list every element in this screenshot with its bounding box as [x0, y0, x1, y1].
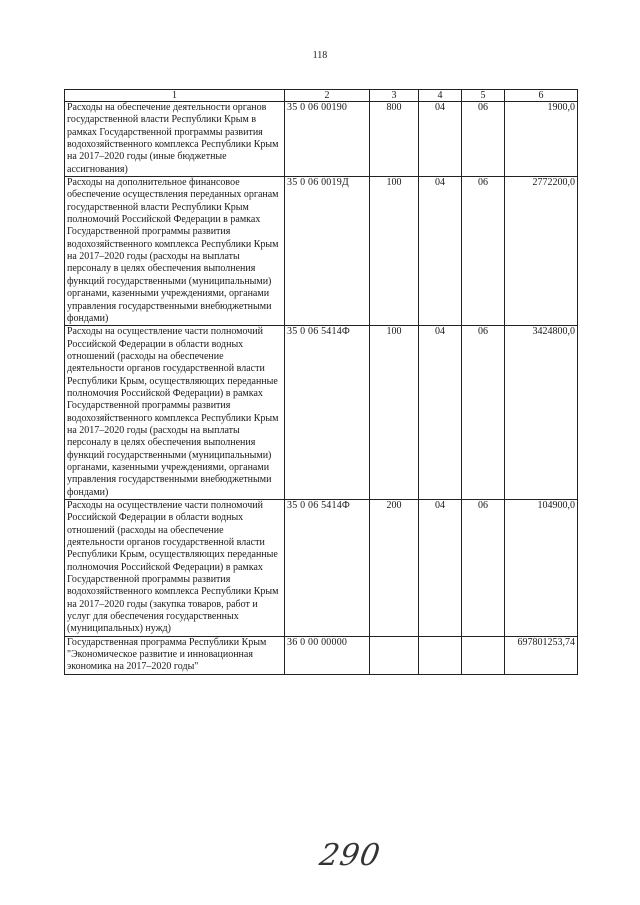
row-col4: 04: [419, 500, 462, 637]
row-col3: 100: [370, 326, 419, 500]
row-amount: 1900,0: [505, 102, 578, 177]
budget-table: [64, 89, 578, 675]
header-col-2: 2: [285, 90, 370, 102]
row-code: 35 0 06 0019Д: [285, 177, 370, 326]
row-col3: 100: [370, 177, 419, 326]
handwritten-page-number: 290: [316, 838, 384, 873]
header-col-4: 4: [419, 90, 462, 102]
row-col3: [370, 636, 419, 674]
table-row: [65, 636, 578, 674]
header-col-6: 6: [505, 90, 578, 102]
row-code: 35 0 06 5414Ф: [285, 326, 370, 500]
row-col3: 800: [370, 102, 419, 177]
row-amount: 697801253,74: [505, 636, 578, 674]
header-col-3: 3: [370, 90, 419, 102]
row-code: 36 0 00 00000: [285, 636, 370, 674]
row-description: Государственная программа Республики Крым "Экономическое развитие и инновационная экономика на 2017–2020 годы": [65, 636, 285, 674]
header-col-1: 1: [65, 90, 285, 102]
row-description: Расходы на дополнительное финансовое обеспечение осуществления переданных органам государственной власти Республики Крым полномочий Российской Федерации в рамках Государственной программы развития водохозяйственного комплекса Республики Крым на 2017–2020 годы (расходы на выплаты персоналу в целях обеспечения выполнения функций государственными (муниципальными) органами, казенными учреждениями, органами управления государственными внебюджетными фондами): [65, 177, 285, 326]
row-amount: 104900,0: [505, 500, 578, 637]
row-col4: 04: [419, 177, 462, 326]
row-col3: 200: [370, 500, 419, 637]
page-number: 118: [312, 50, 328, 61]
table-row: [65, 326, 578, 500]
table-row: [65, 102, 578, 177]
row-code: 35 0 06 5414Ф: [285, 500, 370, 637]
row-col4: 04: [419, 102, 462, 177]
row-col4: 04: [419, 326, 462, 500]
row-amount: 3424800,0: [505, 326, 578, 500]
row-col5: 06: [462, 177, 505, 326]
row-amount: 2772200,0: [505, 177, 578, 326]
row-code: 35 0 06 00190: [285, 102, 370, 177]
row-col5: 06: [462, 326, 505, 500]
table-row: [65, 177, 578, 326]
row-description: Расходы на обеспечение деятельности органов государственной власти Республики Крым в рамках Государственной программы развития водохозяйственного комплекса Республики Крым на 2017–2020 годы (иные бюджетные ассигнования): [65, 102, 285, 177]
row-col5: 06: [462, 500, 505, 637]
row-description: Расходы на осуществление части полномочий Российской Федерации в области водных отношений (расходы на обеспечение деятельности органов государственной власти Республики Крым, осуществляющих переданные полномочия Российской Федерации) в рамках Государственной программы развития водохозяйственного комплекса Республики Крым на 2017–2020 годы (закупка товаров, работ и услуг для обеспечения государственных (муниципальных) нужд): [65, 500, 285, 637]
table-row: [65, 500, 578, 637]
row-description: Расходы на осуществление части полномочий Российской Федерации в области водных отношений (расходы на обеспечение деятельности органов государственной власти Республики Крым, осуществляющих переданные полномочия Российской Федерации) в рамках Государственной программы развития водохозяйственного комплекса Республики Крым на 2017–2020 годы (расходы на выплаты персоналу в целях обеспечения выполнения функций государственными (муниципальными) органами, казенными учреждениями, органами управления государственными внебюджетными фондами): [65, 326, 285, 500]
table-header-row: [65, 90, 578, 102]
header-col-5: 5: [462, 90, 505, 102]
row-col4: [419, 636, 462, 674]
row-col5: 06: [462, 102, 505, 177]
row-col5: [462, 636, 505, 674]
